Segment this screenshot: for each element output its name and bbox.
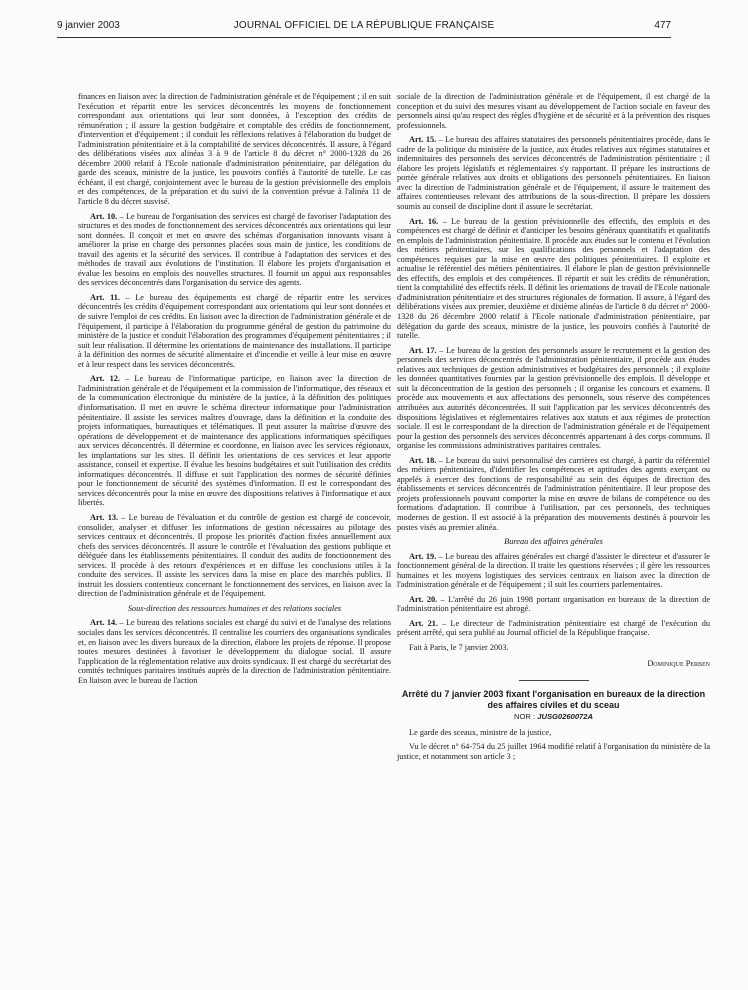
article-paragraph [78,513,391,599]
article-label: Art. 10. [90,211,118,221]
arrete-paragraph: Vu le décret n° 64-754 du 25 juillet 1964 modifié relatif à l'organisation du ministère de la justice, et notamment son article 3 ; [397,742,710,761]
article-paragraph [78,212,391,288]
article-paragraph [78,374,391,508]
article-paragraph [78,293,391,369]
section-separator [519,680,589,681]
article-text: – Le bureau du suivi personnalisé des carrières est chargé, à partir du référentiel des métiers pénitentiaires, d'identifier les compétences et aptitudes des agents exerçant ou appelés à exercer des fonctions de responsabilité au sein des équipes de direction des établissements et services déconcentrés de l'administration pénitentiaire. Il leur propose des projets professionnels pouvant comporter la mise en œuvre de bilans de compétence ou des formations d'adaptation. Il contribue à l'utilisation, par ces personnels, des techniques modernes de gestion. Il est associé à la préparation des mouvements destinés à pourvoir les postes visés au premier alinéa. [397,455,710,532]
article-label: Art. 14. [90,618,118,628]
page-header [57,20,671,36]
header-journal-title: JOURNAL OFFICIEL DE LA RÉPUBLIQUE FRANÇAISE [233,20,495,31]
article-text: – Le bureau des relations sociales est chargé du suivi et de l'analyse des relations sociales dans les services déconcentrés. Il centralise les courriers des organisations syndicales et, en liaison avec les divers bureaux de la direction, élabore les projets de réponse. Il propose toutes mesures destinées à favoriser le développement du dialogue social. Il assure l'application de la réglementation relative aux droits syndicaux. Il est chargé du secrétariat des comités techniques paritaires institués auprès de la direction de l'administration pénitentiaire. En liaison avec le bureau de l'action [78,618,391,685]
article-label: Art. 20. [409,594,438,604]
article-paragraph [397,595,710,614]
article-text: – Le bureau de la gestion prévisionnelle des effectifs, des emplois et des compétences est chargé de définir et d'anticiper les besoins généraux quantitatifs et qualitatifs en emplois de l'administration pénitentiaire. Il procède aux études sur le contenu et l'évolution des métiers pénitentiaires, sur les qualifications des personnels et l'adaptation des compétences requises par la mise en œuvre des politiques pénitentiaires. Il exploite et actualise le référentiel des métiers pénitentiaires. Il élabore le plan de gestion prévisionnelle des effectifs, des emplois et des compétences. Il répartit et suit les crédits de rémunération, tient la comptabilité des effectifs réels. Il définit les orientations de travail de l'Ecole nationale d'administration pénitentiaire et des structures régionales de formation. Il assure, à l'égard des délibérations visées aux premier, deuxième et dixième alinéas de l'article 8 du décret n° 2000-1328 du 26 décembre 2000 relatif à l'Ecole nationale d'administration pénitentiaire, par délégation du garde des sceaux, ministre de la justice, les pouvoirs confiés à l'autorité de tutelle. [397,216,710,341]
header-page-number: 477 [654,20,671,31]
text-paragraph [78,92,391,207]
signatory-name: Dominique Perben [647,658,710,668]
nor-label: NOR : [514,712,536,722]
article-paragraph [397,552,710,590]
header-rule [57,37,671,38]
article-label: Art. 18. [409,455,437,465]
article-text: – Le bureau de la gestion des personnels assure le recrutement et la gestion des personnels des services déconcentrés de l'administration pénitentiaire, il procède aux études relatives aux techniques de gestion administratives et budgétaires des personnels ; il exploite les données quantitatives fournies par la gestion prévisionnelle des emplois. Il développe et suit la déconcentration de la gestion des personnels ; il organise les concours et examens. Il procède aux mouvements et aux affectations des personnels, sous réserve des compétences attribuées aux autorités déconcentrées. Il suit l'application par les services déconcentrés des dispositions législatives et réglementaires relatives aux statuts et aux régimes de protection sociale. Il est le correspondant de la direction de l'administration générale et de l'équipement pour la gestion des personnels des services déconcentrés appartenant à des corps communs. Il organise les commissions administratives paritaires centrales. [397,345,710,451]
article-text: Fait à Paris, le 7 janvier 2003. [409,642,509,652]
article-label: Art. 15. [409,135,437,145]
section-heading: Sous-direction des ressources humaines et des relations sociales [127,603,342,613]
section-heading: Bureau des affaires générales [504,537,603,547]
article-text: finances en liaison avec la direction de l'administration générale et de l'équipement ; il en suit l'exécution et répartit entre les services déconcentrés les moyens de fonctionnement correspondant aux orientations qui leur sont données, à l'exception des crédits de rémunération ; il assure la gestion budgétaire et comptable des crédits de fonctionnement, d'intervention et d'équipement ; il conduit les réflexions relatives à l'élaboration du budget de l'administration pénitentiaire et à la comptabilité de services déconcentrés. Il assure, à l'égard des délibérations visées aux alinéas 3 à 9 de l'article 8 du décret n° 2000-1328 du 26 décembre 2000 relatif à l'Ecole nationale d'administration pénitentiaire, par délégation du garde des sceaux, ministre de la justice, les pouvoirs confiés à l'autorité de tutelle. Le cas échéant, il est chargé, conjointement avec le bureau de la gestion prévisionnelle des emplois et des compétences, de la préparation et du suivi de la convention prévue à l'alinéa 11 de l'article 8 du décret susvisé. [78,92,391,207]
article-text: – Le directeur de l'administration pénitentiaire est chargé de l'exécution du présent arrêté, qui sera publié au Journal officiel de la République française. [397,618,710,638]
arrete-body [397,728,710,762]
article-paragraph [397,619,710,638]
right-column [397,92,710,766]
article-text: sociale de la direction de l'administration générale et de l'équipement, il est chargé de la conception et du suivi des mesures visant au développement de l'action sociale en faveur des personnels ainsi qu'au respect des règles d'hygiène et de sécurité et à la prévention des risques professionnels. [397,92,710,130]
arrete-title: Arrêté du 7 janvier 2003 fixant l'organisation en bureaux de la direction des affaires civiles et du sceau [401,689,706,710]
article-text: – Le bureau de l'évaluation et du contrôle de gestion est chargé de concevoir, consolider, analyser et diffuser les informations de gestion nécessaires au pilotage des services centraux et déconcentrés. Il propose les priorités d'action fixées annuellement aux chefs des services déconcentrés. Il assure le contrôle et l'évaluation des gestions publique et déléguée dans les établissements pénitentiaires. Il conduit des audits de fonctionnement des services. Il procède à des retours d'expériences et en diffuse les conclusions utiles à la conduite des services. Il assiste les services dans la mise en place des marchés publics. Il instruit les dossiers contentieux concernant le fonctionnement des services, en liaison avec la direction de l'administration générale et de l'équipement. [78,512,391,599]
article-paragraph [397,346,710,451]
article-label: Art. 16. [409,216,439,226]
article-text: – Le bureau des affaires générales est chargé d'assister le directeur et d'assurer le fonctionnement général de la direction. Il traite les questions réservées ; il gère les ressources humaines et les moyens logistiques des services centraux en liaison avec la direction de l'administration générale et de l'équipement ; il suit les courriers parlementaires. [397,551,710,590]
article-label: Art. 19. [409,551,437,561]
article-paragraph [397,135,710,211]
left-column [78,92,391,690]
article-paragraph [397,217,710,341]
article-text: – Le bureau des affaires statutaires des personnels pénitentiaires procède, dans le cadre de la politique du ministère de la justice, aux études relatives aux régimes statutaires et indemnitaires des personnels des services déconcentrés de l'administration pénitentiaire ; il élabore les projets législatifs et réglementaires s'y rapportant. Il prépare les instructions de portée générale relatives aux droits et obligations des personnels pénitentiaires. En liaison avec la direction de l'administration générale et de l'équipement, il assure le traitement des affaires contentieuses relevant des attributions de la sous-direction. Il prépare les dossiers soumis au conseil de discipline dont il assure le secrétariat. [397,135,710,212]
article-label: Art. 17. [409,345,437,355]
right-column-articles [397,92,710,668]
article-text: – Le bureau de l'informatique participe, en liaison avec la direction de l'administration générale et de l'équipement et la commission de l'informatique, des réseaux et de la communication électronique du ministère de la justice, à la définition des politiques d'informatisation. Il met en œuvre le schéma directeur informatique pour l'administration pénitentiaire. Il assiste les services maîtres d'ouvrage, dans la définition et la conduite des projets informatiques, bureautiques et télématiques. Il peut assurer la maîtrise d'œuvre des opérations de développement et de maintenance des applications informatiques spécifiques aux services déconcentrés. Il détermine et coordonne, en liaison avec les services régionaux, les implantations sur les sites. Il définit les orientations de ces services et leur apporte assistance, conseil et expertise. Il évalue les besoins budgétaires et suit l'utilisation des crédits informatiques déconcentrés. Il diffuse et suit l'application des normes de sécurité définies pour le fonctionnement de sécurité des systèmes d'information. Il est le correspondant des services déconcentrés pour la mise en œuvre des dispositions relatives à l'informatique et aux libertés. [78,374,391,508]
nor-code: JUSG0260072A [537,712,593,722]
article-text: – Le bureau des équipements est chargé de répartir entre les services déconcentrés les crédits d'équipement correspondant aux orientations qui leur sont données et de suivre l'emploi de ces crédits. En liaison avec la direction de l'administration générale et de l'équipement, il participe à l'élaboration du programme général de gestion du patrimoine du ministère de la justice et conduit l'élaboration des programmes d'équipement pénitentiaires ; il suit leur réalisation. Il détermine les orientations de maintenance des installations. Il participe à la définition des normes de sécurité alimentaire et d'incendie et veille à leur mise en œuvre et à leur respect dans les services déconcentrés. [78,292,392,369]
nor-reference [397,712,710,722]
article-label: Art. 11. [90,292,120,302]
arrete-paragraph: Le garde des sceaux, ministre de la justice, [409,727,552,737]
header-date: 9 janvier 2003 [57,20,120,31]
article-label: Art. 21. [409,618,438,628]
text-paragraph [397,643,710,653]
article-label: Art. 13. [90,512,119,522]
article-paragraph [397,456,710,532]
article-paragraph [78,618,391,685]
text-paragraph [397,92,710,130]
article-text: – L'arrêté du 26 juin 1998 portant organisation en bureaux de la direction de l'administration pénitentiaire est abrogé. [397,594,710,614]
article-label: Art. 12. [90,374,121,384]
article-text: – Le bureau de l'organisation des services est chargé de favoriser l'adaptation des structures et des modes de fonctionnement des services déconcentrés aux orientations qui leur sont données. Il conçoit et met en œuvre des schémas d'organisation innovants visant à améliorer la prise en charge des personnes placées sous main de justice, les conditions de travail des agents et la sécurité des services. Il contribue à l'adaptation des services et des méthodes de travail aux évolutions de l'institution. Il élabore les projets d'organisation et évalue les besoins en emplois des nouvelles structures. Il fournit un appui aux responsables des services déconcentrés dans l'organisation du service des agents. [78,211,391,288]
